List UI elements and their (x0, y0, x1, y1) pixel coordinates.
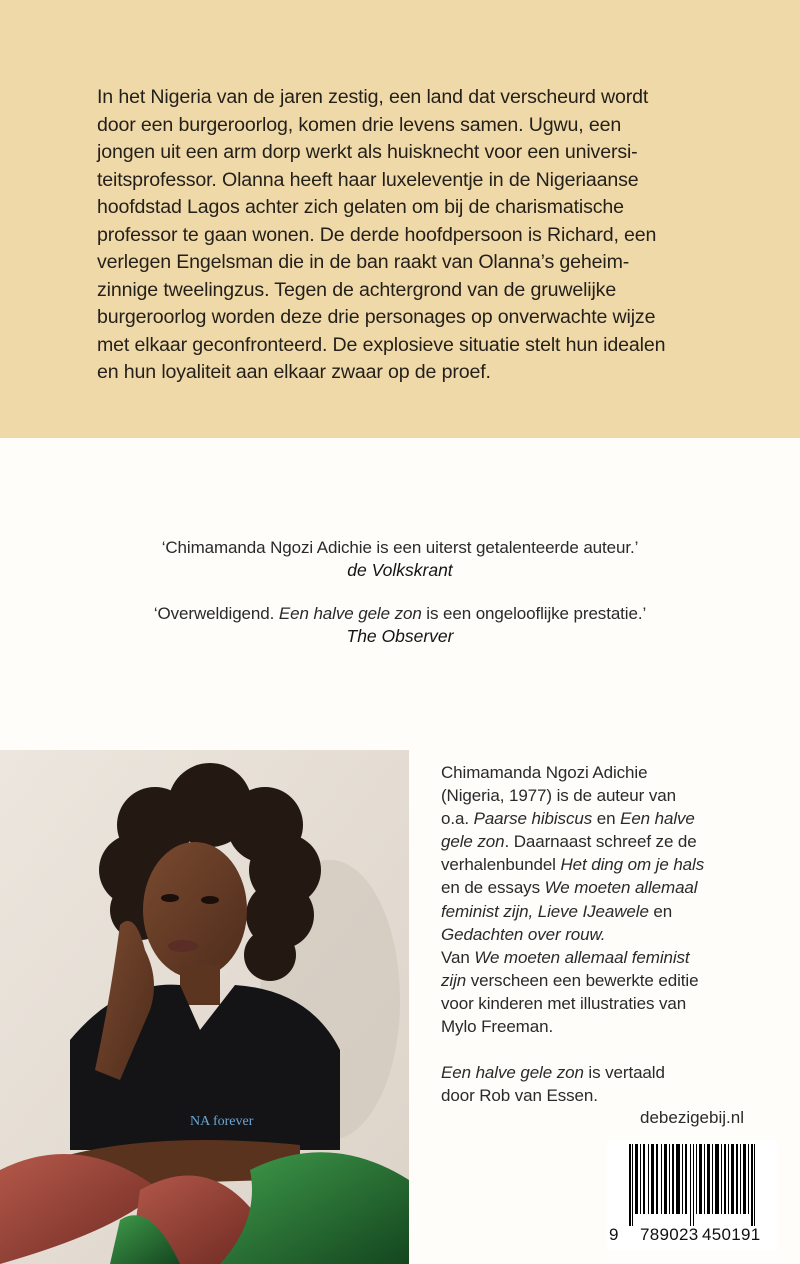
blurb-line: teitsprofessor. Olanna heeft haar luxeleventje in de Nigeriaanse (97, 168, 639, 191)
book-title: Paarse hibiscus (473, 809, 593, 829)
bio-line: voor kinderen met illustraties van (441, 993, 687, 1013)
book-title: Een halve (620, 809, 695, 829)
blurb-line: hoofdstad Lagos achter zich gelaten om bij de charismatische (97, 196, 624, 218)
isbn-group-2: 450191 (702, 1225, 761, 1244)
isbn-group-1: 789023 (640, 1225, 699, 1244)
shirt-text: NA forever (190, 1114, 254, 1129)
book-title: We moeten allemaal (544, 878, 698, 898)
review-quote: ‘Chimamanda Ngozi Adichie is een uiterst getalenteerde auteur.’ (161, 538, 639, 557)
review-source: The Observer (346, 626, 454, 646)
blurb-line: burgeroorlog worden deze drie personages op onverwachte wijze (97, 306, 656, 328)
bio-text: en de essays (441, 878, 545, 898)
bio-text: Van (441, 947, 475, 967)
bio-line (441, 876, 781, 899)
book-title: feminist zijn, Lieve IJeawele (441, 901, 649, 921)
bio-text: en (648, 901, 673, 921)
publisher-website[interactable]: debezigebij.nl (640, 1108, 744, 1127)
review-observer (0, 602, 800, 648)
bio-text: en (592, 809, 621, 829)
blurb-text (97, 84, 717, 387)
barcode-icon (621, 1144, 771, 1226)
bio-line: Mylo Freeman. (441, 1017, 554, 1037)
book-title: Gedachten over rouw. (441, 924, 606, 944)
book-title: Het ding om je hals (560, 855, 705, 875)
bio-line: Chimamanda Ngozi Adichie (441, 763, 648, 782)
bio-text: verscheen een bewerkte editie (466, 970, 699, 990)
blurb-line: en hun loyaliteit aan elkaar zwaar op de proef. (97, 361, 491, 383)
book-title: zijn (441, 970, 467, 990)
bio-text: is vertaald (583, 1063, 665, 1083)
bio-text: . Daarnaast schreef ze de (504, 832, 697, 852)
book-title: We moeten allemaal feminist (474, 947, 690, 967)
quote-book-title: Een halve gele zon (278, 604, 422, 623)
blurb-line: In het Nigeria van de jaren zestig, een land dat verscheurd wordt (97, 86, 649, 108)
blurb-line: professor te gaan wonen. De derde hoofdpersoon is Richard, een (97, 223, 657, 246)
book-title: Een halve gele zon (441, 1063, 584, 1083)
bio-line (441, 830, 781, 853)
review-volkskrant (0, 536, 800, 582)
bio-line (441, 807, 781, 830)
bio-line (441, 969, 781, 992)
reviews (0, 536, 800, 668)
blurb-line: jongen uit een arm dorp werkt als huisknecht voor een universi- (97, 141, 638, 163)
quote-text: is een ongelooflijke prestatie.’ (421, 604, 647, 623)
bio-line (441, 853, 781, 876)
book-title: gele zon (441, 832, 505, 852)
blurb-line: verlegen Engelsman die in de ban raakt van Olanna’s geheim- (97, 251, 630, 273)
isbn-digit-first: 9 (609, 1225, 619, 1244)
blurb-line: zinnige tweelingzus. Tegen de achtergrond van de gruwelijke (97, 278, 617, 301)
spacer (441, 1038, 781, 1061)
bio-text: o.a. (441, 809, 474, 829)
review-quote (0, 602, 800, 625)
bio-line: door Rob van Essen. (441, 1086, 598, 1106)
bio-line (441, 900, 781, 923)
bio-line (441, 923, 781, 946)
blurb-line: door een burgeroorlog, komen drie levens samen. Ugwu, een (97, 113, 622, 136)
quote-text: ‘Overweldigend. (153, 604, 279, 623)
author-photo (0, 750, 409, 1264)
author-bio (441, 761, 781, 1107)
bio-line: (Nigeria, 1977) is de auteur van (441, 786, 676, 806)
bio-line (441, 1061, 781, 1084)
review-source: de Volkskrant (347, 560, 453, 580)
bio-line (441, 946, 781, 969)
bio-text: verhalenbundel (441, 855, 561, 875)
isbn-barcode (607, 1140, 777, 1250)
blurb-line: met elkaar geconfronteerd. De explosieve situatie stelt hun idealen (97, 333, 666, 356)
